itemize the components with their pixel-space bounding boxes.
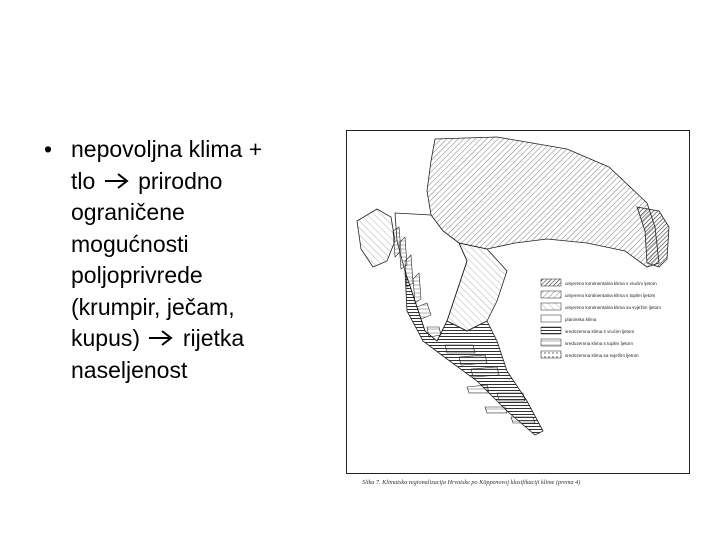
map-region-istria	[357, 209, 395, 267]
bullet-text	[71, 134, 324, 386]
arrow-right-icon	[146, 328, 176, 348]
legend-label: umjereno kontinentalna klima s toplim ljetom	[565, 293, 656, 298]
bullet-line: naseljenost	[71, 356, 188, 383]
map-caption: Slika 7. Klimatska regionalizacija Hrvatske po Köppenovoj klasifikaciji klime (prema 4)	[362, 479, 581, 486]
bullet-line: tlo prirodno	[71, 167, 223, 194]
bullet-line: (krumpir, ječam,	[71, 293, 235, 320]
map-legend	[541, 279, 661, 358]
bullet-line: ograničene	[71, 199, 185, 225]
bullet-item	[44, 134, 324, 386]
bullet-dot: •	[44, 136, 53, 162]
bullet-line: kupus) rijetka	[71, 325, 245, 351]
climate-map-figure	[346, 130, 690, 474]
legend-label: sredozemna klima s toplim ljetom	[565, 341, 633, 346]
legend-label: sredozemna klima s vrućim ljetom	[565, 329, 635, 334]
legend-label: planinska klima	[565, 317, 597, 322]
croatia-climate-map	[347, 131, 689, 473]
legend-label: umjereno kontinentalna klima s vrućim ljetom	[565, 281, 657, 286]
bullet-line: poljoprivrede	[71, 262, 203, 288]
bullet-line: mogućnosti	[71, 230, 189, 257]
arrow-right-icon	[102, 171, 132, 191]
legend-label: sredozemna klima sa svježim ljetom	[565, 353, 639, 358]
bullet-line: nepovoljna klima +	[71, 136, 263, 162]
legend-label: umjereno kontinentalna klima sa svježim ljetom	[565, 305, 661, 310]
